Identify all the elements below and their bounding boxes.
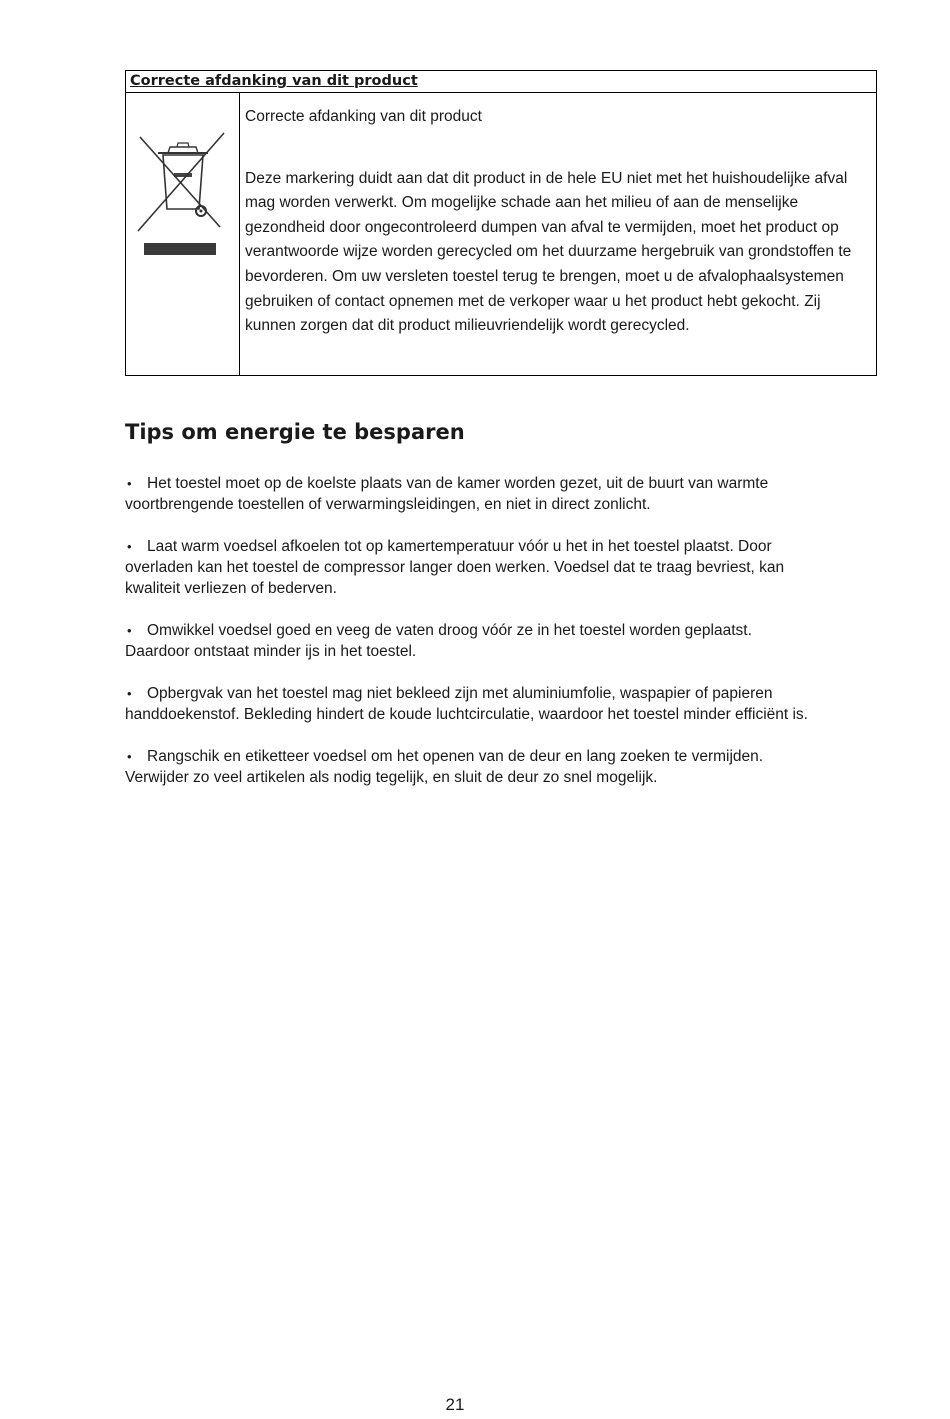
tips-list	[125, 473, 815, 809]
tip-item	[125, 536, 815, 599]
tip-text: Laat warm voedsel afkoelen tot op kamertemperatuur vóór u het in het toestel plaatst. Door overladen kan het toestel de compressor langer doen werken. Voedsel dat te traag bevriest, kan kwaliteit verliezen of bederven.	[125, 538, 785, 597]
tip-item	[125, 620, 815, 662]
disposal-text-cell	[245, 93, 872, 339]
tip-text: Omwikkel voedsel goed en veeg de vaten droog vóór ze in het toestel worden geplaatst. Daardoor ontstaat minder ijs in het toestel.	[125, 622, 752, 660]
tip-item	[125, 473, 815, 515]
tip-text: Het toestel moet op de koelste plaats van de kamer worden gezet, uit de buurt van warmte voortbrengende toestellen of verwarmingsleidingen, en niet in direct zonlicht.	[125, 475, 769, 513]
page-number: 21	[445, 1395, 465, 1414]
bullet-icon: •	[127, 749, 132, 764]
tip-item	[125, 746, 815, 788]
tip-item	[125, 683, 815, 725]
tip-text: Opbergvak van het toestel mag niet bekleed zijn met aluminiumfolie, waspapier of papieren handdoekenstof. Bekleding hindert de koude luchtcirculatie, waardoor het toestel minder efficiënt is.	[125, 685, 808, 723]
bullet-icon: •	[127, 476, 132, 491]
disposal-table	[125, 70, 877, 376]
disposal-header: Correcte afdanking van dit product	[126, 71, 876, 93]
crossed-out-wheelie-bin-icon	[136, 129, 228, 255]
disposal-body	[126, 93, 876, 375]
bullet-icon: •	[127, 686, 132, 701]
bullet-icon: •	[127, 539, 132, 554]
tips-heading: Tips om energie te besparen	[125, 420, 465, 444]
bullet-icon: •	[127, 623, 132, 638]
disposal-description: Deze markering duidt aan dat dit product in de hele EU niet met het huishoudelijke afval mag worden verwerkt. Om mogelijke schade aan het milieu of aan de menselijke gezondheid door ongecontroleerd dumpen van afval te vermijden, moet het product op verantwoorde wijze worden gerecycled om het duurzame hergebruik van grondstoffen te bevorderen. Om uw versleten toestel terug te brengen, moet u de afvalophaalsystemen gebruiken of contact opnemen met de verkoper waar u het product hebt gekocht. Zij kunnen zorgen dat dit product milieuvriendelijk wordt gerecycled.	[245, 169, 852, 335]
tip-text: Rangschik en etiketteer voedsel om het openen van de deur en lang zoeken te vermijden. Verwijder zo veel artikelen als nodig tegelijk, en sluit de deur zo snel mogelijk.	[125, 748, 764, 786]
disposal-subtitle: Correcte afdanking van dit product	[245, 108, 482, 125]
disposal-icon-cell	[126, 93, 240, 375]
